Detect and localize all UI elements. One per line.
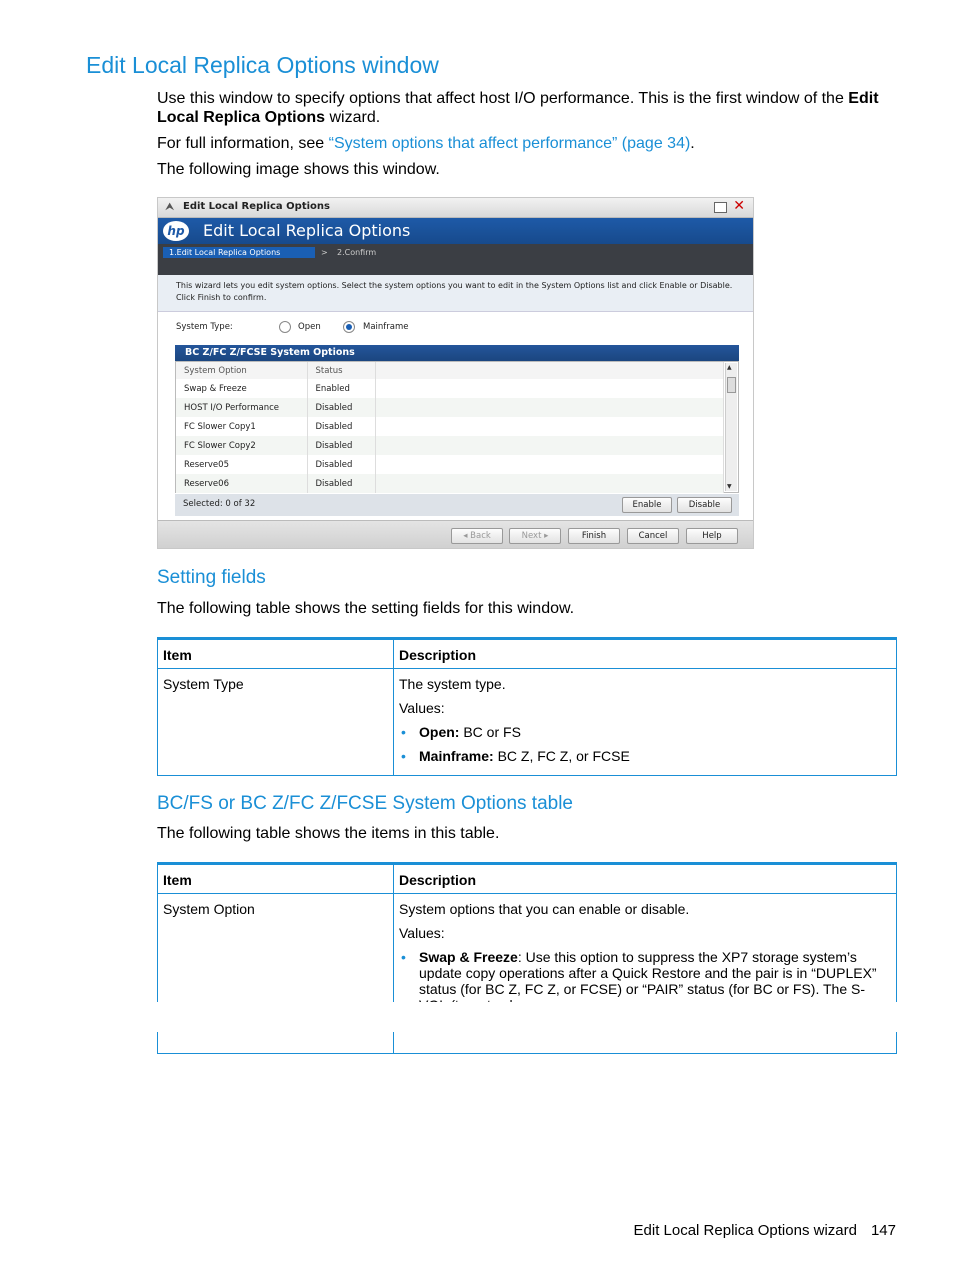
banner-header <box>158 218 753 244</box>
step-edit-options: 1.Edit Local Replica Options <box>163 247 315 258</box>
scroll-up-icon[interactable]: ▲ <box>727 364 732 371</box>
table-row[interactable] <box>176 398 724 417</box>
radio-mainframe-label: Mainframe <box>363 322 409 332</box>
wizard-name: Edit Local Replica Options <box>157 90 879 126</box>
reference-text: For full information, see <box>157 135 329 152</box>
column-filler <box>375 362 724 379</box>
page-footer <box>620 1222 896 1239</box>
column-header-description: Description <box>394 864 897 894</box>
list-item <box>399 748 891 765</box>
column-header-item: Item <box>158 864 394 894</box>
list-item <box>399 724 891 741</box>
column-header-description: Description <box>394 639 897 669</box>
row-filler <box>375 417 724 436</box>
table-row[interactable] <box>176 474 724 493</box>
item-cell: System Option <box>158 894 394 1054</box>
option-status: Disabled <box>307 417 375 436</box>
scroll-down-icon[interactable]: ▼ <box>727 483 732 490</box>
table-row[interactable] <box>176 379 724 398</box>
wizard-description: This wizard lets you edit system options. Select the system options you want to edit in the System Options list and click Enable or Disable. Click Finish to confirm. <box>158 275 753 312</box>
reference-text-end: . <box>690 135 695 152</box>
value-text: BC Z, FC Z, or FCSE <box>493 748 630 764</box>
item-cell: System Type <box>158 669 394 776</box>
column-header-item: Item <box>158 639 394 669</box>
values-label: Values: <box>399 925 445 941</box>
values-label: Values: <box>399 700 445 716</box>
enable-button[interactable]: Enable <box>622 497 672 513</box>
row-filler <box>375 474 724 493</box>
option-status: Disabled <box>307 455 375 474</box>
setting-fields-intro: The following table shows the setting fields for this window. <box>157 600 575 617</box>
grid-scrollbar[interactable] <box>725 363 737 491</box>
description-cell <box>394 669 897 776</box>
options-table-heading: BC/FS or BC Z/FC Z/FCSE System Options table <box>157 793 573 814</box>
values-list <box>399 724 891 765</box>
row-filler <box>375 379 724 398</box>
table-row <box>158 669 897 776</box>
banner-title: Edit Local Replica Options <box>203 221 411 240</box>
options-table-intro: The following table shows the items in this table. <box>157 825 500 842</box>
option-status: Disabled <box>307 398 375 417</box>
next-button[interactable]: Next ▸ <box>509 528 561 544</box>
option-name: HOST I/O Performance <box>176 398 307 417</box>
intro-paragraph <box>157 89 902 127</box>
option-name: FC Slower Copy2 <box>176 436 307 455</box>
option-status: Disabled <box>307 474 375 493</box>
hp-logo-icon: hp <box>163 221 189 241</box>
value-text: : Use this option to suppress the XP7 storage system’s update copy operations after a Quick Restore and the pair is in “DUPLEX” status (for BC Z, FC Z, or FCSE) or “PAIR” status (for BC or FS). The S- <box>419 949 877 997</box>
option-name: Reserve05 <box>176 455 307 474</box>
row-filler <box>375 398 724 417</box>
image-caption: The following image shows this window. <box>157 161 440 178</box>
close-icon[interactable]: ✕ <box>733 198 745 214</box>
system-type-label: System Type: <box>176 322 233 332</box>
description-text: System options that you can enable or disable. <box>399 901 690 917</box>
description-text: The system type. <box>399 676 506 692</box>
maximize-icon[interactable] <box>714 202 727 213</box>
option-name: Reserve06 <box>176 474 307 493</box>
column-header-system-option[interactable]: System Option <box>176 362 307 379</box>
grid-footer <box>175 494 739 516</box>
cancel-button[interactable]: Cancel <box>627 528 679 544</box>
page-cutoff <box>157 1002 902 1032</box>
radio-open-label: Open <box>298 322 321 332</box>
table-row[interactable] <box>176 455 724 474</box>
column-header-status[interactable]: Status <box>307 362 375 379</box>
option-name: FC Slower Copy1 <box>176 417 307 436</box>
window-titlebar <box>158 198 753 218</box>
option-status: Disabled <box>307 436 375 455</box>
disable-button[interactable]: Disable <box>677 497 732 513</box>
setting-fields-heading: Setting fields <box>157 567 266 588</box>
grid-header-row <box>176 362 724 379</box>
wizard-banner <box>158 218 753 275</box>
table-row[interactable] <box>176 417 724 436</box>
value-text: BC or FS <box>459 724 521 740</box>
wizard-button-bar <box>158 520 753 549</box>
table-header-row <box>158 864 897 894</box>
step-confirm: 2.Confirm <box>337 248 377 257</box>
back-button[interactable]: ◂ Back <box>451 528 503 544</box>
performance-link[interactable]: “System options that affect performance” (page 34) <box>328 135 691 152</box>
radio-open[interactable] <box>279 321 291 333</box>
selection-count: Selected: 0 of 32 <box>183 499 256 509</box>
page-number: 147 <box>870 1222 896 1239</box>
row-filler <box>375 436 724 455</box>
page-heading: Edit Local Replica Options window <box>86 52 439 78</box>
setting-fields-table <box>157 637 897 776</box>
intro-text: Use this window to specify options that affect host I/O performance. This is the first window of the <box>157 90 849 107</box>
window-title: Edit Local Replica Options <box>183 201 330 212</box>
scroll-thumb[interactable] <box>727 377 736 393</box>
footer-title: Edit Local Replica Options wizard <box>633 1222 857 1239</box>
reference-paragraph <box>157 134 902 153</box>
radio-mainframe[interactable] <box>343 321 355 333</box>
table-header-row <box>158 639 897 669</box>
value-name: Open: <box>419 724 460 740</box>
system-options-grid <box>175 361 739 493</box>
value-name: Swap & Freeze <box>419 949 518 965</box>
option-status: Enabled <box>307 379 375 398</box>
finish-button[interactable]: Finish <box>568 528 620 544</box>
intro-text-end: wizard. <box>325 109 381 126</box>
table-row[interactable] <box>176 436 724 455</box>
option-name: Swap & Freeze <box>176 379 307 398</box>
help-button[interactable]: Help <box>686 528 738 544</box>
step-separator: > <box>321 248 328 257</box>
collapse-icon[interactable]: ⮝ <box>165 200 175 213</box>
row-filler <box>375 455 724 474</box>
wizard-screenshot <box>157 197 754 549</box>
system-options-grid-title: BC Z/FC Z/FCSE System Options <box>175 345 739 361</box>
value-name: Mainframe: <box>419 748 494 764</box>
